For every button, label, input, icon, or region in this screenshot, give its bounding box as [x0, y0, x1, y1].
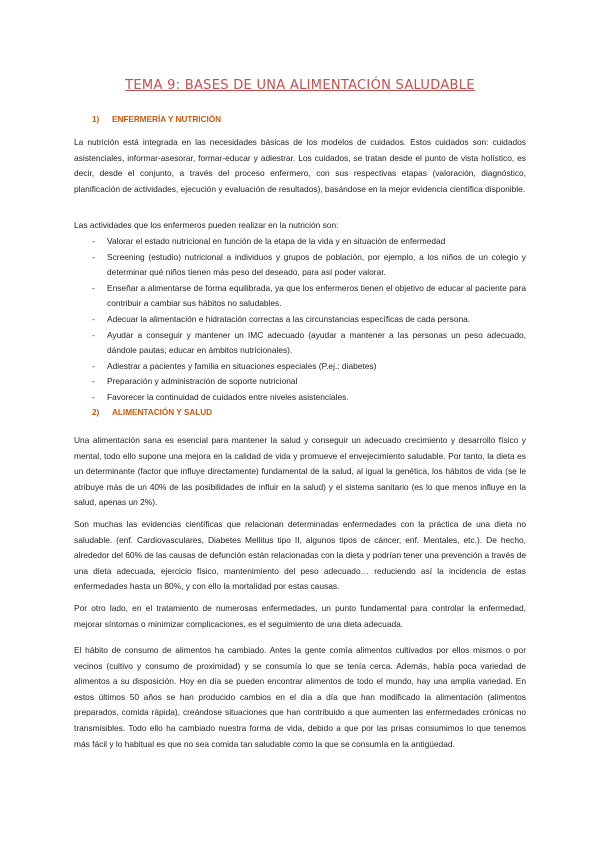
section-2-title: ALIMENTACIÓN Y SALUD — [112, 408, 213, 417]
list-item: - Favorecer la continuidad de cuidados entre niveles asistenciales. — [92, 390, 526, 406]
section-2-number: 2) — [92, 408, 100, 417]
section-2-heading — [92, 408, 212, 417]
activities-list — [92, 234, 526, 406]
section-2-paragraph-1: Una alimentación sana es esencial para mantener la salud y conseguir un adecuado crecimiento y desarrollo físico y mental, todo ello supone una mejora en la calidad de vida y promueve el envejecimiento saludable. Por tanto, la dieta es un determinante (factor que influye directamente) fundamental de la salud, al igual la genética, los hábitos de vida (se le atribuye más de un 40% de las posibilidades de influir en la salud) y el sistema sanitario (es lo que menos influye en la salud, apenas un 2%). — [74, 435, 526, 508]
section-1-number: 1) — [92, 115, 100, 124]
section-2-paragraph-4: El hábito de consumo de alimentos ha cambiado. Antes la gente comía alimentos cultivados por ellos mismos o por vecinos (cultivo y consumo de proximidad) y se consumía lo que se tenía cerca. Además, había poca variedad de alimentos a su disposición. Hoy en día se pueden encontrar alimentos de todo el mundo, hay una amplia variedad. En estos últimos 50 años se han producido cambios en el día a día que han modificado la alimentación (alimentos preparados, comida rápida), creándose situaciones que han contribuido a que aumenten las enfermedades crónicas no transmisibles. Todo ello ha cambiado nuestra forma de vida, debido a que por las prisas consumimos lo que tenemos más fácil y lo habitual es que no sea comida tan saludable como la que se consumía en la antigüedad. — [74, 645, 526, 749]
activities-intro: Las actividades que los enfermeros pueden realizar en la nutrición son: — [74, 220, 339, 230]
section-2-paragraph-2: Son muchas las evidencias científicas que relacionan determinadas enfermedades con la práctica de una dieta no saludable. (enf. Cardiovasculares, Diabetes Mellitus tipo II, algunos tipos de cáncer, enf. Mentales, etc.). De hecho, alrededor del 60% de las causas de defunción están relacionadas con la dieta y podrían tener una prevención a través de una dieta adecuada, ejercicio físico, mantenimiento del peso adecuado… reduciendo así la incidencia de estas enfermedades hasta un 80%, y con ello la mortalidad por estas causas. — [74, 519, 526, 592]
list-item: - Ayudar a conseguir y mantener un IMC adecuado (ayudar a mantener a las personas un peso adecuado, dándole pautas; educar en ámbitos nutricionales). — [92, 328, 526, 359]
list-item: - Screening (estudio) nutricional a individuos y grupos de población, por ejemplo, a los niños de un colegio y determinar qué niños tienen más peso del deseado, para así poder valorar. — [92, 250, 526, 281]
list-item: - Adiestrar a pacientes y familia en situaciones especiales (P.ej.: diabetes) — [92, 359, 526, 375]
section-1-title: ENFERMERÍA Y NUTRICIÓN — [112, 115, 222, 124]
list-item: - Adecuar la alimentación e hidratación correctas a las circunstancias específicas de cada persona. — [92, 312, 526, 328]
list-item: - Enseñar a alimentarse de forma equilibrada, ya que los enfermeros tienen el objetivo de educar al paciente para contribuir a cambiar sus hábitos no saludables. — [92, 281, 526, 312]
section-1-heading — [92, 115, 221, 124]
section-2-paragraph-3: Por otro lado, en el tratamiento de numerosas enfermedades, un punto fundamental para controlar la enfermedad, mejorar síntomas o minimizar complicaciones, es el seguimiento de una dieta adecuada. — [74, 603, 526, 629]
list-item: - Valorar el estado nutricional en función de la etapa de la vida y en situación de enfermedad — [92, 234, 526, 250]
list-item: - Preparación y administración de soporte nutricional — [92, 374, 526, 390]
page-title: TEMA 9: BASES DE UNA ALIMENTACIÓN SALUDABLE — [125, 78, 475, 93]
section-1-paragraph: La nutrición está integrada en las necesidades básicas de los modelos de cuidados. Estos cuidados son: cuidados asistenciales, informar-asesorar, formar-educar y adiestrar. Los cuidados, se tratan desde el punto de vista holístico, es decir, desde el conjunto, a través del proceso enfermero, con sus respectivas etapas (valoración, diagnóstico, planificación de actividades, ejecución y evaluación de resultados), basándose en la mejor evidencia científica disponible. — [74, 137, 526, 194]
